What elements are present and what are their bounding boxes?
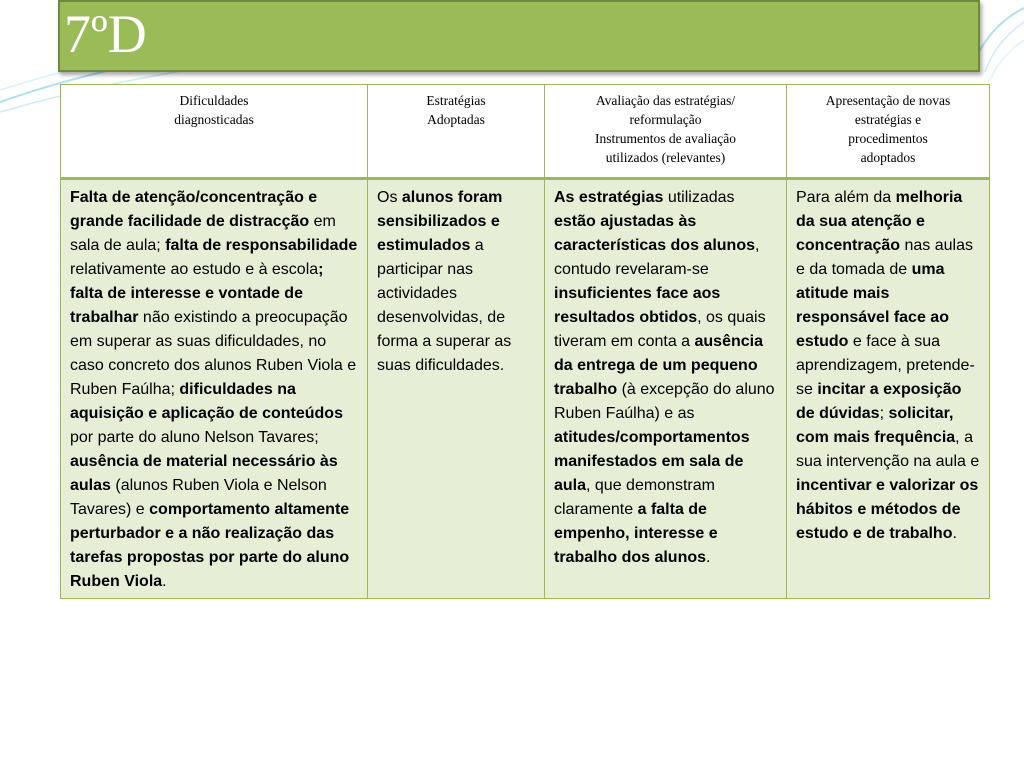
header-line: estratégias e xyxy=(854,112,922,127)
slide-title: 7ºD xyxy=(64,4,147,64)
header-new-strategies xyxy=(787,85,990,179)
text-segment: por parte do aluno Nelson Tavares; xyxy=(70,429,319,446)
cell-text xyxy=(554,186,777,570)
header-difficulties xyxy=(61,85,368,179)
bold-segment: uma atitude mais responsável face ao estudo xyxy=(796,261,949,350)
bold-segment: falta de responsabilidade xyxy=(165,237,358,254)
bold-segment: atitudes/comportamentos manifestados em sala de aula xyxy=(554,429,750,494)
text-segment: , os quais tiveram em conta a xyxy=(554,309,766,350)
bold-segment: ausência de material necessário às aulas xyxy=(70,453,338,494)
header-evaluation xyxy=(545,85,787,179)
bold-segment: ausência da entrega de um pequeno trabalho xyxy=(554,333,763,398)
cell-text xyxy=(796,186,980,546)
header-line: Avaliação das estratégias/ xyxy=(595,93,736,108)
bold-segment: Falta de atenção/concentração e grande facilidade de distracção xyxy=(70,189,318,230)
text-segment: ; xyxy=(879,405,889,422)
bold-segment: incitar a exposição de dúvidas xyxy=(796,381,962,422)
bold-segment: melhoria da sua atenção e concentração xyxy=(796,189,963,254)
text-segment: . xyxy=(952,525,957,542)
header-strategies xyxy=(368,85,545,179)
bold-segment: ; falta de interesse e vontade de trabalhar xyxy=(70,261,324,326)
text-segment: (à excepção do aluno Ruben Faúlha) e as xyxy=(554,381,775,422)
text-segment: em sala de aula; xyxy=(70,213,336,254)
bold-segment: insuficientes face aos resultados obtidos xyxy=(554,285,721,326)
header-line: adoptados xyxy=(860,150,916,165)
text-segment: . xyxy=(706,549,711,566)
cell-strategies xyxy=(368,179,545,599)
bold-segment: alunos foram sensibilizados e estimulados xyxy=(377,189,503,254)
text-segment: utilizadas xyxy=(663,189,735,206)
bold-segment: dificuldades na aquisição e aplicação de conteúdos xyxy=(70,381,343,422)
text-segment: , contudo revelaram-se xyxy=(554,237,760,278)
bold-segment: As estratégias xyxy=(554,189,664,206)
bold-segment: incentivar e valorizar os hábitos e métodos de estudo e de trabalho xyxy=(796,477,979,542)
header-line: Instrumentos de avaliação xyxy=(595,131,736,146)
text-segment: relativamente ao estudo e à escola xyxy=(70,261,319,278)
header-line: Dificuldades xyxy=(179,93,249,108)
header-line: reformulação xyxy=(629,112,702,127)
header-row xyxy=(61,85,990,179)
bold-segment: comportamento altamente perturbador e a não realização das tarefas propostas por parte do aluno Ruben Viola xyxy=(70,501,350,590)
bold-segment: a falta de empenho, interesse e trabalho dos alunos xyxy=(554,501,718,566)
text-segment: Os xyxy=(377,189,402,206)
cell-text xyxy=(70,186,358,594)
text-segment: nas aulas e da tomada de xyxy=(796,237,973,278)
text-segment: . xyxy=(162,573,167,590)
text-segment: (alunos Ruben Viola e Nelson Tavares) e xyxy=(70,477,327,518)
header-line: Estratégias xyxy=(426,93,486,108)
header-line: utilizados (relevantes) xyxy=(605,150,726,165)
text-segment: , que demonstram claramente xyxy=(554,477,715,518)
table-row xyxy=(61,179,990,599)
header-line: diagnosticadas xyxy=(174,112,254,127)
text-segment: a participar nas actividades desenvolvidas, de forma a superar as suas dificuldades. xyxy=(377,237,512,374)
bold-segment: solicitar, com mais frequência xyxy=(796,405,956,446)
text-segment: não existindo a preocupação em superar as suas dificuldades, no caso concreto dos alunos Ruben Viola e Ruben Faúlha; xyxy=(70,309,357,398)
cell-difficulties xyxy=(61,179,368,599)
cell-text xyxy=(377,186,535,378)
bold-segment: estão ajustadas às características dos alunos xyxy=(554,213,755,254)
cell-evaluation xyxy=(545,179,787,599)
strategies-table xyxy=(60,84,990,599)
text-segment: , a sua intervenção na aula e xyxy=(796,429,980,470)
title-bar xyxy=(58,0,980,72)
cell-new-strategies xyxy=(787,179,990,599)
text-segment: e face à sua aprendizagem, pretende-se xyxy=(796,333,975,398)
header-line: Adoptadas xyxy=(427,112,485,127)
text-segment: Para além da xyxy=(796,189,896,206)
header-line: Apresentação de novas xyxy=(825,93,951,108)
header-line: procedimentos xyxy=(848,131,928,146)
